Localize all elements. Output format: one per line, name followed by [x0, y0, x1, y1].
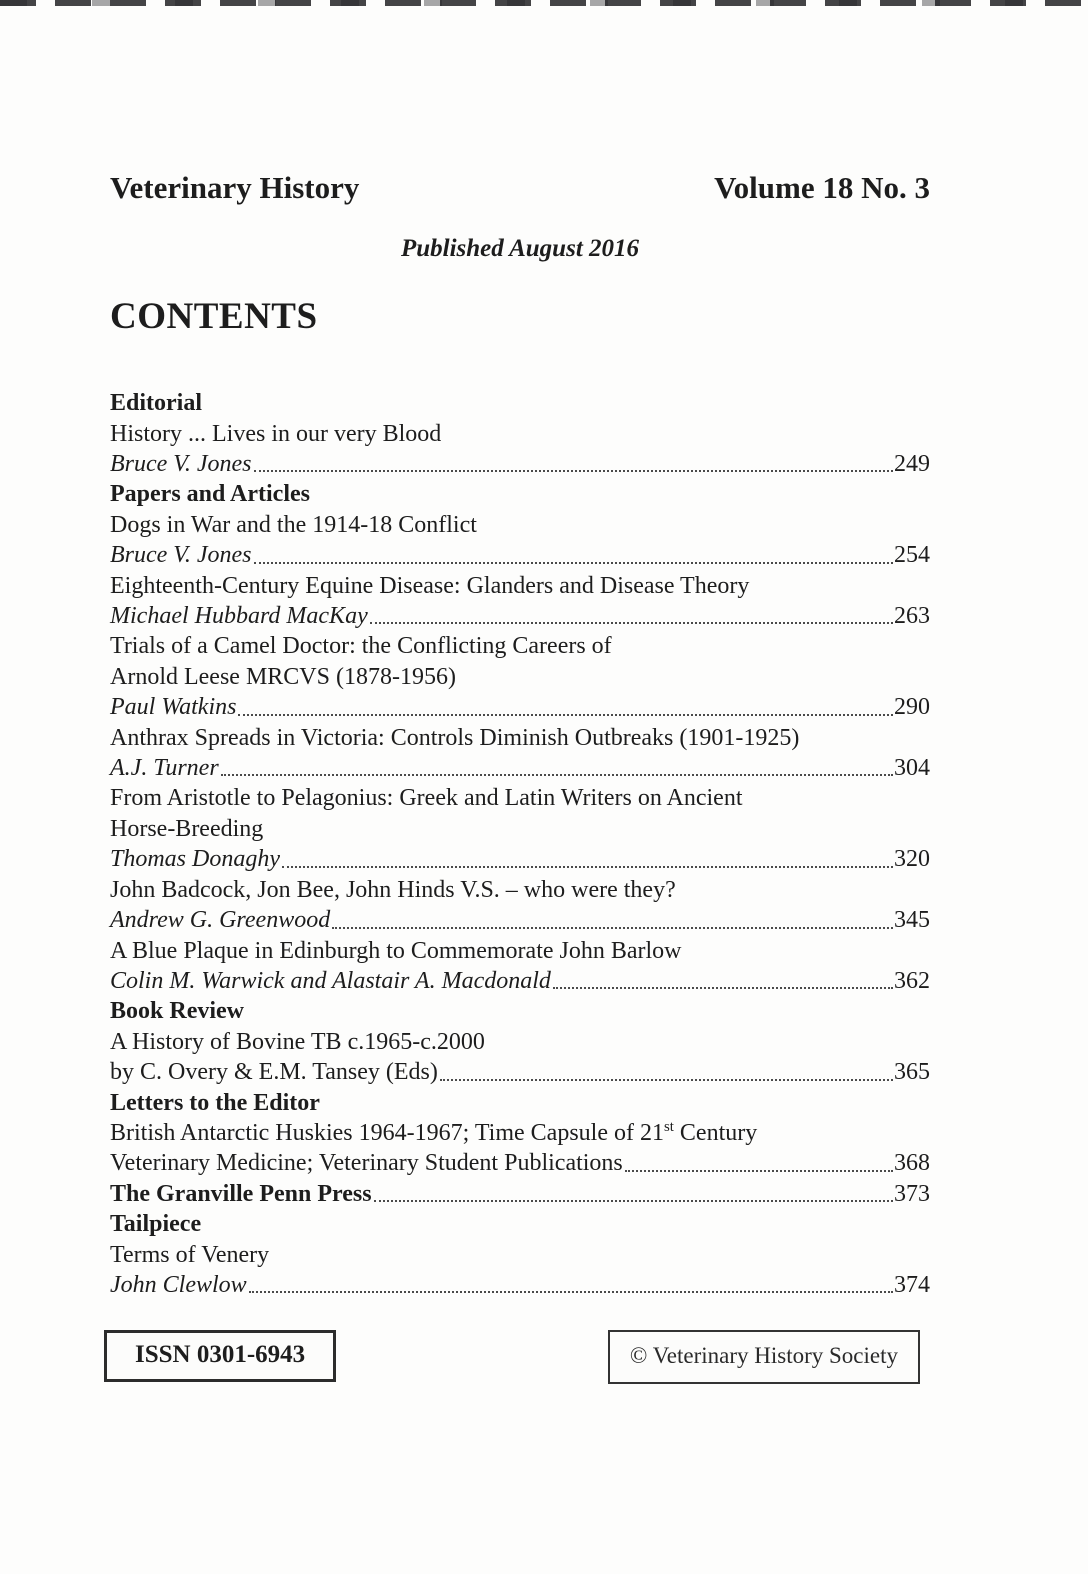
- dot-leader: [249, 1291, 893, 1293]
- toc-page-number: 362: [894, 967, 930, 994]
- dot-leader: [221, 774, 893, 776]
- dot-leader: [553, 987, 893, 989]
- text-fragment: Bruce V. Jones: [110, 451, 252, 477]
- toc-page-number: 368: [894, 1150, 930, 1177]
- toc-entry: [110, 966, 930, 996]
- text-fragment: Editorial: [110, 390, 203, 417]
- toc-entry: [110, 1179, 930, 1209]
- toc-page-number: 249: [894, 451, 930, 477]
- dot-leader: [282, 866, 893, 868]
- published-date: Published August 2016: [400, 234, 640, 262]
- toc-entry: [110, 1118, 930, 1148]
- text-fragment: Eighteenth-Century Equine Disease: Glanders and Disease Theory: [110, 572, 750, 599]
- toc-entry: [110, 1148, 930, 1178]
- text-fragment: Tailpiece: [110, 1211, 202, 1238]
- toc-entry-text: [110, 1088, 320, 1118]
- text-fragment: Papers and Articles: [110, 481, 310, 508]
- toc-entry: [110, 601, 930, 631]
- toc-entry: [110, 692, 930, 722]
- toc-entry-text: [110, 631, 612, 661]
- toc-entry-text: [110, 875, 676, 905]
- toc-entry-text: [110, 1148, 623, 1178]
- toc-entry-text: [110, 723, 799, 753]
- toc-entry-text: [110, 905, 330, 935]
- toc-entry-text: [110, 814, 263, 844]
- text-fragment: by C. Overy & E.M. Tansey (Eds): [110, 1059, 438, 1086]
- text-fragment: Trials of a Camel Doctor: the Conflicting Careers of: [110, 633, 612, 660]
- text-fragment: History ... Lives in our very Blood: [110, 420, 442, 447]
- toc-entry-text: [110, 1270, 247, 1300]
- toc-entry-text: [110, 844, 280, 874]
- toc-entry-text: [110, 753, 219, 783]
- toc-entry-text: [110, 1027, 485, 1057]
- text-fragment: British Antarctic Huskies 1964-1967; Time Capsule of 21: [110, 1119, 664, 1146]
- toc-entry-text: [110, 479, 310, 509]
- toc-entry: [110, 753, 930, 783]
- toc-entry-text: [110, 996, 244, 1026]
- text-fragment: Century: [673, 1119, 758, 1146]
- text-fragment: A History of Bovine TB c.1965-c.2000: [110, 1028, 485, 1055]
- volume-number: Volume 18 No. 3: [714, 170, 930, 205]
- text-fragment: Andrew G. Greenwood: [110, 907, 331, 934]
- toc-entry-text: [110, 449, 252, 479]
- toc-entry: [110, 1057, 930, 1087]
- text-fragment: Anthrax Spreads in Victoria: Controls Diminish Outbreaks (1901-1925): [110, 724, 800, 751]
- page-footer: [0, 1330, 1088, 1383]
- dot-leader: [370, 622, 893, 624]
- toc-entry-text: [110, 966, 551, 996]
- toc-entry-text: [110, 1240, 269, 1270]
- toc-entry: [110, 814, 930, 844]
- dot-leader: [374, 1200, 893, 1202]
- toc-entry: [110, 419, 930, 449]
- journal-title: Veterinary History: [110, 170, 360, 205]
- toc-entry-text: [110, 601, 368, 631]
- toc-entry-text: [110, 419, 441, 449]
- toc-entry: [110, 388, 930, 418]
- toc-entry-text: [110, 510, 477, 540]
- toc: [110, 388, 930, 1300]
- text-fragment: Dogs in War and the 1914-18 Conflict: [110, 511, 477, 538]
- toc-entry: [110, 1240, 930, 1270]
- toc-entry-text: [110, 388, 202, 418]
- text-fragment: Bruce V. Jones: [110, 542, 252, 569]
- toc-page-number: 373: [894, 1180, 930, 1207]
- scan-edge-artifact: [0, 0, 1088, 6]
- toc-entry-text: [110, 1179, 372, 1209]
- toc-entry: [110, 540, 930, 570]
- text-fragment: John Badcock, Jon Bee, John Hinds V.S. – who were they?: [110, 876, 676, 903]
- text-fragment: A Blue Plaque in Edinburgh to Commemorate John Barlow: [110, 937, 682, 964]
- dot-leader: [254, 470, 893, 472]
- toc-page-number: 345: [894, 907, 930, 934]
- dot-leader: [238, 714, 893, 716]
- text-fragment: Veterinary Medicine; Veterinary Student Publications: [110, 1150, 623, 1177]
- toc-entry: [110, 996, 930, 1026]
- toc-page-number: 304: [894, 755, 930, 782]
- toc-page-number: 374: [894, 1271, 930, 1298]
- page-header: [110, 170, 930, 206]
- text-fragment: Terms of Venery: [110, 1241, 270, 1268]
- text-fragment: Michael Hubbard MacKay: [110, 603, 368, 630]
- text-fragment: John Clewlow: [110, 1271, 247, 1298]
- toc-entry-text: [110, 540, 252, 570]
- toc-entry: [110, 1270, 930, 1300]
- copyright-label: © Veterinary History Society: [629, 1343, 898, 1369]
- toc-entry-text: [110, 571, 749, 601]
- text-fragment: A.J. Turner: [110, 755, 219, 782]
- toc-entry: [110, 1088, 930, 1118]
- text-fragment: Paul Watkins: [110, 694, 237, 721]
- issn-box: [104, 1330, 336, 1382]
- toc-entry-text: [110, 1118, 757, 1148]
- superscript-text: st: [663, 1118, 674, 1135]
- toc-page-number: 263: [894, 603, 930, 630]
- text-fragment: Letters to the Editor: [110, 1089, 320, 1116]
- toc-entry: [110, 662, 930, 692]
- toc-entry: [110, 783, 930, 813]
- toc-entry-text: [110, 936, 682, 966]
- dot-leader: [254, 562, 893, 564]
- text-fragment: From Aristotle to Pelagonius: Greek and Latin Writers on Ancient: [110, 785, 743, 812]
- dot-leader: [332, 927, 893, 929]
- toc-entry: [110, 479, 930, 509]
- toc-entry: [110, 1209, 930, 1239]
- text-fragment: Horse-Breeding: [110, 815, 264, 842]
- contents-heading: CONTENTS: [110, 295, 318, 337]
- toc-entry: [110, 844, 930, 874]
- dot-leader: [440, 1079, 893, 1081]
- toc-entry: [110, 905, 930, 935]
- toc-entry-text: [110, 662, 456, 692]
- toc-entry-text: [110, 783, 742, 813]
- toc-entry: [110, 631, 930, 661]
- toc-entry-text: [110, 1057, 438, 1087]
- dot-leader: [625, 1170, 893, 1172]
- toc-page-number: 320: [894, 846, 930, 873]
- copyright-box: [608, 1330, 920, 1383]
- toc-entry-text: [110, 692, 236, 722]
- toc-page-number: 290: [894, 694, 930, 721]
- toc-entry: [110, 510, 930, 540]
- text-fragment: Thomas Donaghy: [110, 846, 281, 873]
- toc-entry-text: [110, 1209, 201, 1239]
- toc-entry: [110, 875, 930, 905]
- toc-entry: [110, 1027, 930, 1057]
- toc-entry: [110, 449, 930, 479]
- text-fragment: Book Review: [110, 998, 244, 1025]
- text-fragment: Arnold Leese MRCVS (1878-1956): [110, 663, 456, 690]
- text-fragment: The Granville Penn Press: [110, 1180, 372, 1207]
- toc-entry: [110, 936, 930, 966]
- issn-label: ISSN 0301-6943: [135, 1341, 306, 1369]
- toc-page-number: 254: [894, 542, 930, 569]
- toc-entry: [110, 571, 930, 601]
- toc-entry: [110, 723, 930, 753]
- text-fragment: Colin M. Warwick and Alastair A. Macdonald: [110, 967, 551, 994]
- toc-page-number: 365: [894, 1059, 930, 1086]
